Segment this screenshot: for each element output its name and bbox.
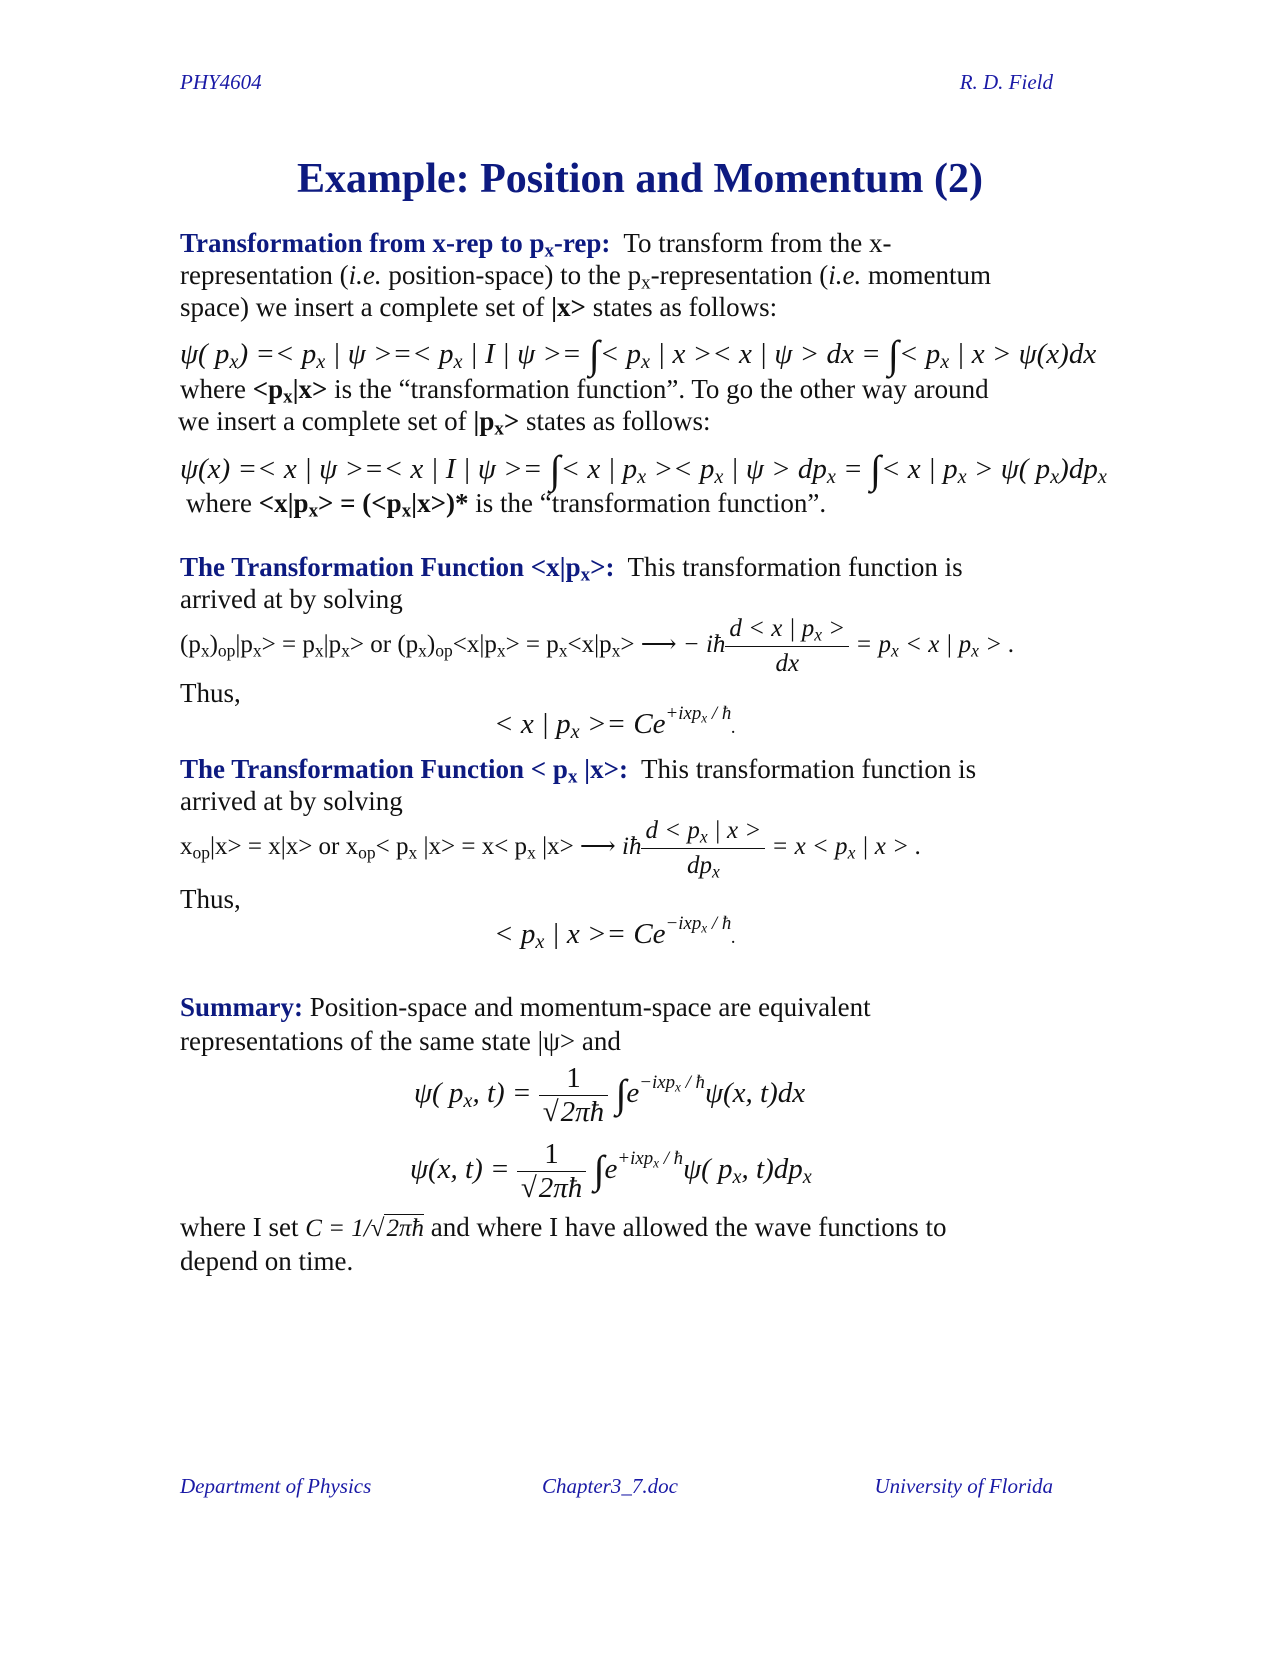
integral-sign: ∫	[870, 447, 881, 492]
footer-filename: Chapter3_7.doc	[542, 1474, 678, 1498]
equation-psi-x-t: ψ(x, t) = $\frac{1}{√2\pi ħ}$ $\int e^{+ixp_x / ħ}\psi$( $p_x$, $t)dp_x$	[410, 1138, 812, 1204]
equation-eigen-px: $(p_x)_{op}|p_x> = p_x|p_x>$ or $(p_x)_{op}<x|p_x> = p_x<x|p_x>$ ⟶ − iħ $\frac{d < x | p_x >}{dx}$ = $p_x < x$ | $p_x$ > .	[180, 612, 1015, 681]
integral-sign: ∫	[588, 332, 600, 377]
section2-line1: The Transformation Function $<x|p_x>$: This transformation function is	[180, 552, 963, 586]
summary-heading: Summary:	[180, 992, 303, 1022]
section3-line1: The Transformation Function < $p_x$ |x>: This transformation function is	[180, 754, 977, 788]
section1-line6: where $<x|p_x> = (<p_x|x>)*$ is the “transformation function”.	[186, 488, 827, 522]
equation-psi-px: ψ( $p_x) =< p_x$ | ψ >=< $p_x$ | I | ψ >= ∫< $p_x$ | x >< x | ψ > dx = ∫< $p_x$ | x > ψ(x)dx	[180, 332, 1097, 377]
summary-line4: depend on time.	[180, 1246, 354, 1276]
equation-psi-px-t: ψ( $p_x$, t) = $\frac{1}{√2\pi ħ}$ $\int e^{-ixp_x / ħ}\psi(x$, t)dx	[414, 1062, 806, 1128]
summary-line3: where I set C = 1/√2πħ and where I have allowed the wave functions to	[180, 1212, 947, 1242]
derivative-fraction: $\frac{d < p_x | x >}{dp_x}$	[641, 814, 765, 883]
section2-heading: The Transformation Function $<x|p_x>$:	[180, 552, 615, 586]
section2-line2: arrived at by solving	[180, 584, 403, 614]
integral-sign: ∫	[593, 1147, 605, 1193]
section1-heading: Transformation from x-rep to $p_x$-rep:	[180, 228, 611, 262]
header-author: R. D. Field	[959, 70, 1053, 94]
section1-line3: space) we insert a complete set of |x> states as follows:	[180, 292, 778, 322]
summary-line2: representations of the same state |ψ> and	[180, 1026, 621, 1056]
normalization-fraction: $\frac{1}{√2\pi ħ}$	[539, 1062, 608, 1129]
footer-university: University of Florida	[874, 1474, 1053, 1498]
integral-sign: ∫	[615, 1071, 627, 1117]
section2-thus: Thus,	[180, 678, 241, 708]
equation-psi-x: ψ(x) =< x | ψ >=< x | I | ψ >= ∫< x | $p_x >< p_x$ | $\psi > dp_x$ = ∫< x | $p_x > \psi$( $p_x)dp_x$	[180, 447, 1107, 492]
integral-sign: ∫	[887, 332, 899, 377]
equation-eigen-x: $x_{op}|x> = x|x>$ or $x_{op}< p_x$ $|x> = x< p_x$ |x> ⟶ iħ $\frac{d < p_x | x >}{dp_x}$ = $x < p_x$ | x > .	[180, 814, 921, 883]
section1-line4: where $<p_x|x>$ is the “transformation function”. To go the other way around	[180, 374, 989, 408]
normalization-fraction: $\frac{1}{√2\pi ħ}$	[517, 1138, 586, 1205]
section1-text: To transform from the x-	[623, 228, 892, 258]
header-course: PHY4604	[180, 70, 262, 94]
footer-department: Department of Physics	[180, 1474, 372, 1498]
page-title: Example: Position and Momentum (2)	[297, 156, 983, 202]
section1-line1	[180, 226, 891, 260]
section1-line2: representation (i.e. position-space) to the $p_x$-representation (i.e. momentum	[180, 260, 991, 294]
section3-thus: Thus,	[180, 884, 241, 914]
equation-x-px-result: < x | $p_x >= Ce^{+ixp_x / ħ}$.	[494, 702, 736, 744]
section1-line5: we insert a complete set of $|p_x>$ states as follows:	[178, 406, 711, 440]
equation-px-x-result: < $p_x$ | $x >= Ce^{-ixp_x / ħ}$.	[494, 912, 736, 954]
section3-line2: arrived at by solving	[180, 786, 403, 816]
derivative-fraction: $\frac{d < x | p_x >}{dx}$	[725, 612, 849, 681]
integral-sign: ∫	[549, 447, 561, 492]
section3-heading: The Transformation Function < $p_x$ |x>:	[180, 754, 628, 788]
summary-line1: Summary: Position-space and momentum-space are equivalent	[180, 992, 871, 1022]
